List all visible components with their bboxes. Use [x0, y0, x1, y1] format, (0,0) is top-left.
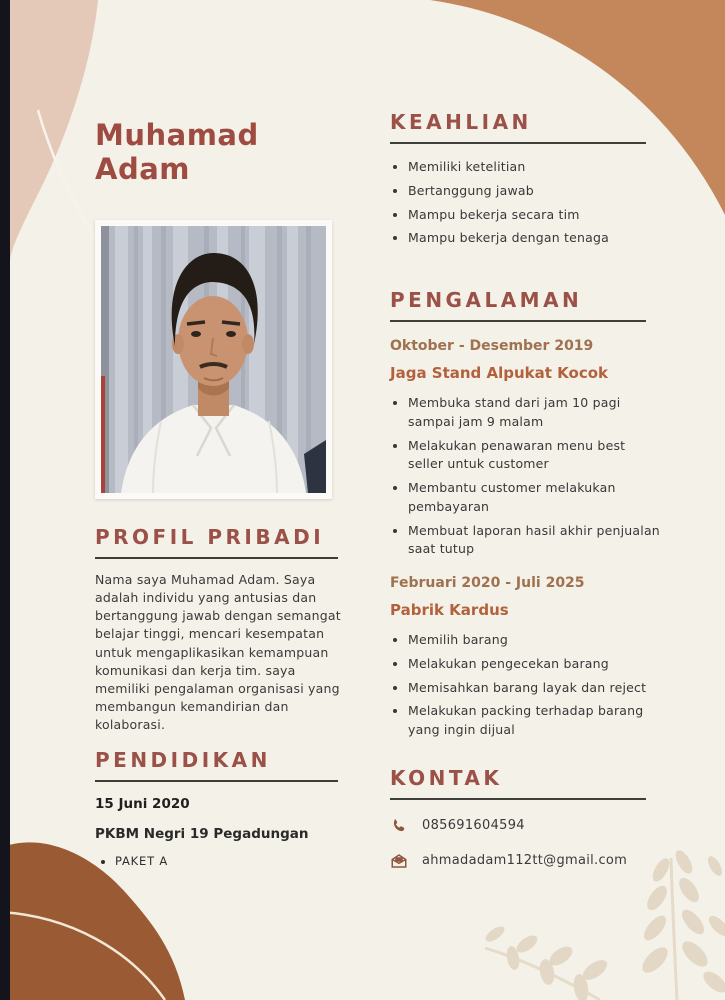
job-duties-list: [394, 631, 662, 740]
experience-entry: [390, 575, 662, 740]
section-title-keahlian: KEAHLIAN: [390, 110, 532, 134]
job-date: Februari 2020 - Juli 2025: [390, 575, 585, 591]
section-title-kontak: KONTAK: [390, 765, 503, 790]
list-item: • Memiliki ketelitian: [408, 158, 662, 177]
list-item: • PAKET A: [115, 854, 347, 868]
section-underline: [390, 320, 646, 322]
list-item: • Bertanggung jawab: [408, 182, 662, 201]
skills-list: [394, 158, 662, 248]
list-item: • Melakukan packing terhadap barang yang ingin dijual: [408, 702, 662, 740]
list-item: • Membuka stand dari jam 10 pagi sampai jam 9 malam: [408, 394, 662, 432]
job-title: Pabrik Kardus: [390, 601, 509, 619]
section-underline: [390, 142, 646, 144]
list-item: • Memisahkan barang layak dan reject: [408, 679, 662, 698]
section-title-profil: PROFIL PRIBADI: [95, 525, 325, 549]
section-underline: [390, 798, 646, 800]
list-item: • Membuat laporan hasil akhir penjualan saat tutup: [408, 522, 662, 560]
job-title: Jaga Stand Alpukat Kocok: [390, 364, 609, 382]
list-item: • Melakukan penawaran menu best seller untuk customer: [408, 437, 662, 475]
page-title: Muhamad Adam: [95, 118, 259, 186]
section-underline: [95, 780, 338, 782]
phone-icon: [390, 817, 408, 835]
experience-entry: [390, 338, 662, 559]
left-edge-strip: [0, 0, 10, 1000]
list-item: • Mampu bekerja dengan tenaga: [408, 229, 662, 248]
list-item: • Melakukan pengecekan barang: [408, 655, 662, 674]
list-item: • Membantu customer melakukan pembayaran: [408, 479, 662, 517]
education-list: [101, 854, 347, 868]
section-title-pengalaman: PENGALAMAN: [390, 288, 583, 312]
job-date: Oktober - Desember 2019: [390, 338, 594, 354]
mail-icon: [390, 852, 408, 870]
profile-text: Nama saya Muhamad Adam. Saya adalah individu yang antusias dan bertanggung jawab dengan semangat belajar tinggi, mencari kesempatan untuk mengaplikasikan kemampuan komunikasi dan kerja tim. saya memiliki pengalaman organisasi yang membangun kemandirian dan kolaborasi.: [95, 572, 341, 732]
education-school: PKBM Negri 19 Pegadungan: [95, 826, 309, 843]
list-item: • Memilih barang: [408, 631, 662, 650]
job-duties-list: [394, 394, 662, 559]
list-item: • Mampu bekerja secara tim: [408, 206, 662, 225]
education-date: 15 Juni 2020: [95, 796, 190, 813]
profile-photo: [95, 220, 332, 499]
contact-phone-row: [390, 817, 662, 835]
section-title-pendidikan: PENDIDIKAN: [95, 748, 271, 773]
right-column: [390, 0, 662, 870]
contact-email-row: [390, 852, 662, 870]
left-column: [95, 0, 347, 868]
section-underline: [95, 557, 338, 559]
phone-number: 085691604594: [422, 818, 525, 834]
email-address: ahmadadam112tt@gmail.com: [422, 853, 628, 869]
